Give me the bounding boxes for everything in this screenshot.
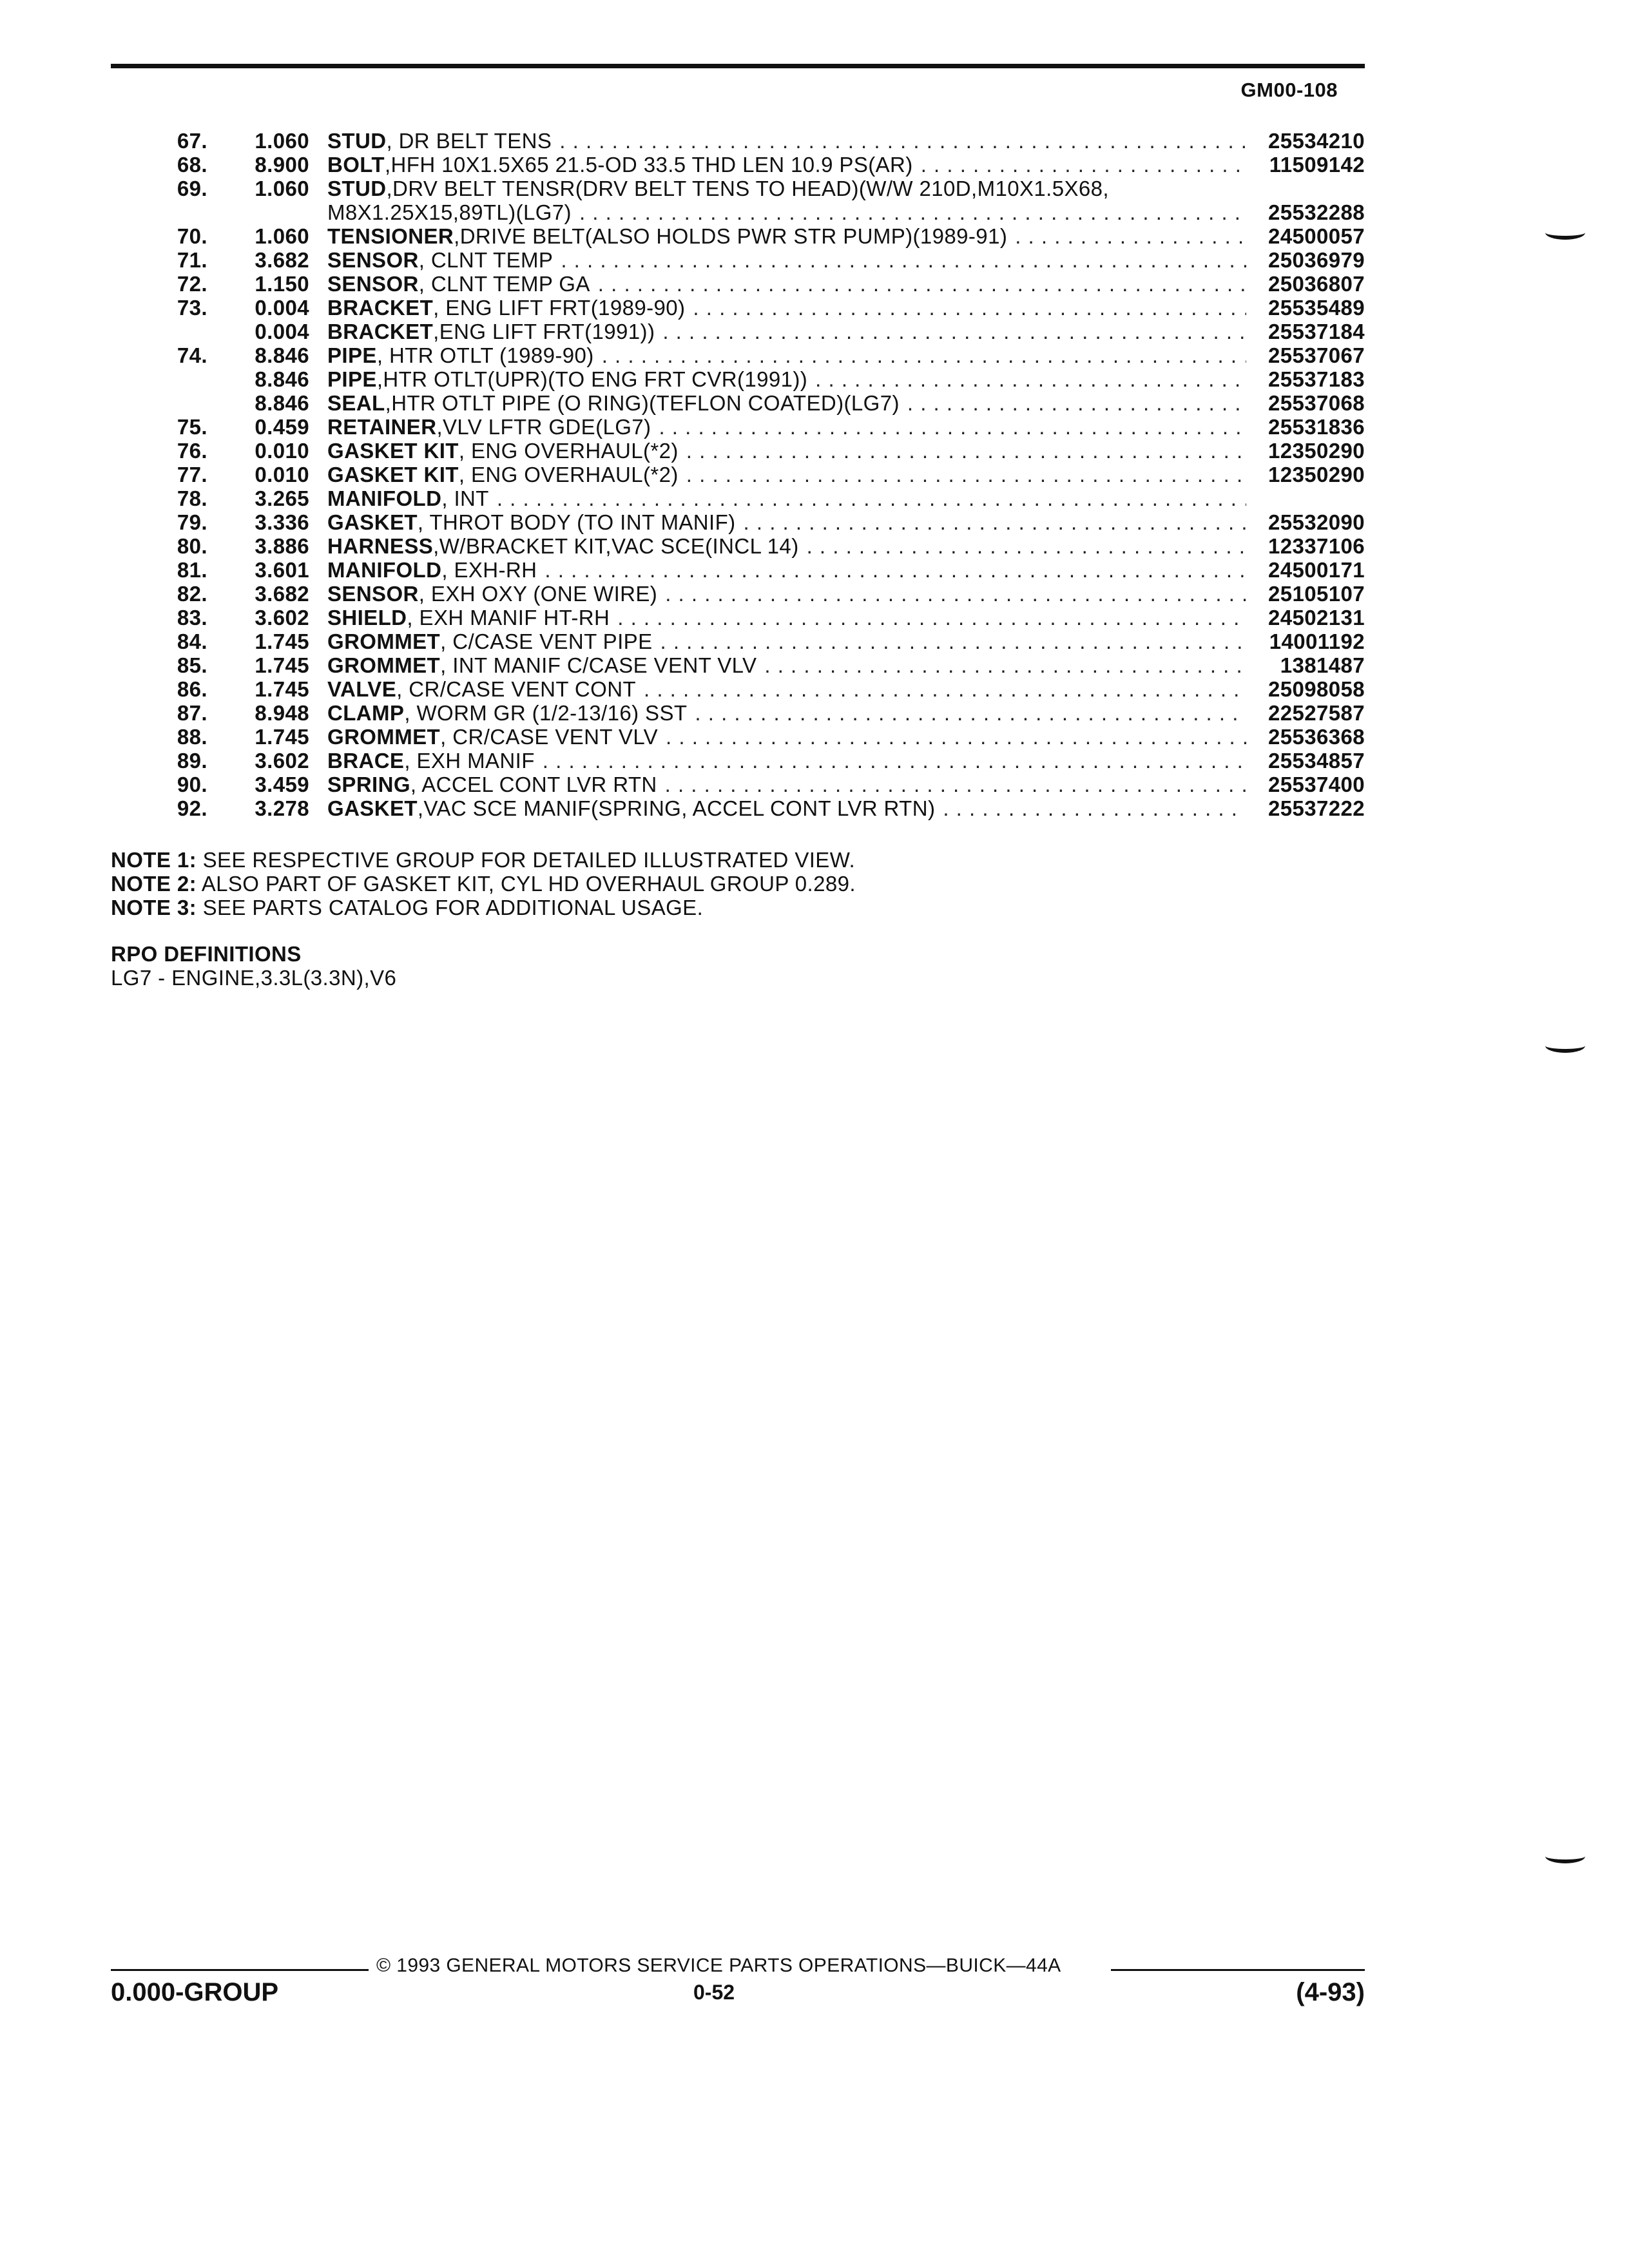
table-row <box>111 367 1365 391</box>
description <box>327 153 1251 177</box>
part-number <box>1251 177 1365 200</box>
part-name: STUD <box>327 129 387 153</box>
group-number: 3.336 <box>255 510 309 534</box>
description <box>327 367 1251 391</box>
part-name: PIPE <box>327 343 377 367</box>
part-name: BOLT <box>327 153 385 177</box>
table-row <box>111 773 1365 796</box>
group-number: 1.745 <box>255 629 309 653</box>
dot-leader <box>943 796 1246 820</box>
description-cell <box>309 486 1251 510</box>
table-row <box>111 796 1365 820</box>
group-number <box>207 200 309 224</box>
part-name: GASKET KIT <box>327 439 459 463</box>
description-cell <box>309 177 1251 200</box>
group-number: 1.745 <box>255 677 309 701</box>
part-description: , DR BELT TENS <box>386 129 552 153</box>
part-number: 11509142 <box>1269 153 1365 177</box>
group-number: 3.886 <box>255 534 309 558</box>
part-name: SENSOR <box>327 272 419 296</box>
part-number: 25535489 <box>1268 296 1365 320</box>
description <box>327 534 1251 558</box>
part-number: 25537400 <box>1268 773 1365 796</box>
part-name: SPRING <box>327 773 410 796</box>
item-number: 84. <box>177 629 207 653</box>
dot-leader <box>559 129 1246 153</box>
part-description: , EXH-RH <box>441 558 537 582</box>
part-description: , ENG OVERHAUL(*2) <box>458 463 679 486</box>
part-description: , ENG OVERHAUL(*2) <box>458 439 679 463</box>
description <box>327 296 1251 320</box>
part-name: GASKET <box>327 796 418 820</box>
item-number: 69. <box>177 177 207 200</box>
part-number: 24500057 <box>1268 224 1365 248</box>
description-cell <box>309 296 1251 320</box>
rpo-title: RPO DEFINITIONS <box>111 942 302 966</box>
group-number: 1.060 <box>255 177 309 200</box>
table-row <box>111 439 1365 463</box>
description-cell <box>309 582 1251 606</box>
dot-leader <box>497 486 1246 510</box>
part-name: RETAINER <box>327 415 437 439</box>
part-description: , CLNT TEMP <box>418 248 554 272</box>
top-rule <box>111 64 1365 68</box>
table-row <box>111 534 1365 558</box>
part-number: 24502131 <box>1268 606 1365 629</box>
part-name: GROMMET <box>327 629 441 653</box>
part-name: VALVE <box>327 677 397 701</box>
part-number: 14001192 <box>1269 629 1365 653</box>
part-name: SENSOR <box>327 248 419 272</box>
part-number: 25532288 <box>1268 200 1365 224</box>
group-number: 3.682 <box>255 582 309 606</box>
description-cell <box>309 534 1251 558</box>
table-row <box>111 463 1365 486</box>
table-row <box>111 558 1365 582</box>
table-row <box>111 629 1365 653</box>
part-number: 25036807 <box>1268 272 1365 296</box>
part-description: ,VLV LFTR GDE(LG7) <box>436 415 651 439</box>
table-row <box>111 248 1365 272</box>
footer-rule-left <box>111 1969 369 1971</box>
part-name: GROMMET <box>327 725 441 749</box>
dot-leader <box>644 677 1246 701</box>
description <box>327 582 1251 606</box>
description-cell <box>309 629 1251 653</box>
footer-page-number: 0-52 <box>693 1981 735 2004</box>
part-description: ,DRV BELT TENSR(DRV BELT TENS TO HEAD)(W/W 210D,M10X1.5X68, <box>386 177 1109 200</box>
table-row <box>111 153 1365 177</box>
part-description: , THROT BODY (TO INT MANIF) <box>417 510 736 534</box>
group-number: 8.948 <box>255 701 309 725</box>
table-row <box>111 391 1365 415</box>
item-number: 75. <box>177 415 207 439</box>
description <box>327 272 1251 296</box>
part-description: , EXH MANIF HT-RH <box>407 606 610 629</box>
footer-copyright: © 1993 GENERAL MOTORS SERVICE PARTS OPERATIONS—BUICK—44A <box>376 1955 1061 1976</box>
table-row <box>111 582 1365 606</box>
note-3 <box>111 896 856 919</box>
part-description: ,ENG LIFT FRT(1991)) <box>433 320 655 343</box>
description <box>327 558 1251 582</box>
item-number: 73. <box>177 296 207 320</box>
rpo-definitions <box>111 942 396 990</box>
description-cell <box>309 272 1251 296</box>
description <box>327 606 1251 629</box>
dot-leader <box>686 439 1246 463</box>
rpo-definition: LG7 - ENGINE,3.3L(3.3N),V6 <box>111 966 397 990</box>
description <box>327 177 1251 200</box>
binder-mark-icon <box>1545 1849 1585 1863</box>
description <box>327 486 1251 510</box>
description-cell <box>309 343 1251 367</box>
part-name: GASKET <box>327 510 418 534</box>
group-number: 1.745 <box>255 653 309 677</box>
part-description: M8X1.25X15,89TL)(LG7) <box>327 200 572 224</box>
table-row <box>111 129 1365 153</box>
part-name: MANIFOLD <box>327 486 442 510</box>
dot-leader <box>815 367 1246 391</box>
description-cell <box>309 725 1251 749</box>
part-number: 25537184 <box>1268 320 1365 343</box>
description-cell <box>309 606 1251 629</box>
part-name: SHIELD <box>327 606 407 629</box>
part-name: BRACE <box>327 749 405 773</box>
description <box>327 129 1251 153</box>
description <box>327 749 1251 773</box>
item-number: 82. <box>177 582 207 606</box>
table-row <box>111 725 1365 749</box>
item-number <box>111 200 207 224</box>
parts-table-body <box>111 129 1365 820</box>
part-number: 12350290 <box>1268 463 1365 486</box>
description-cell <box>309 391 1251 415</box>
part-number: 25531836 <box>1268 415 1365 439</box>
note-text: SEE RESPECTIVE GROUP FOR DETAILED ILLUSTRATED VIEW. <box>202 848 856 872</box>
part-description: , HTR OTLT (1989-90) <box>376 343 594 367</box>
part-description: , C/CASE VENT PIPE <box>440 629 653 653</box>
description <box>327 796 1251 820</box>
group-number: 3.601 <box>255 558 309 582</box>
group-number: 8.846 <box>255 367 309 391</box>
note-2 <box>111 872 856 896</box>
description <box>327 725 1251 749</box>
note-text: SEE PARTS CATALOG FOR ADDITIONAL USAGE. <box>202 896 704 919</box>
item-number: 78. <box>177 486 207 510</box>
description-cell <box>309 200 1251 224</box>
part-number <box>1251 486 1365 510</box>
description-cell <box>309 510 1251 534</box>
item-number: 83. <box>177 606 207 629</box>
part-name: BRACKET <box>327 320 434 343</box>
table-row <box>111 343 1365 367</box>
description <box>327 701 1251 725</box>
description-cell <box>309 224 1251 248</box>
part-name: PIPE <box>327 367 377 391</box>
table-row <box>111 272 1365 296</box>
group-number: 0.010 <box>255 463 309 486</box>
dot-leader <box>598 272 1246 296</box>
table-row <box>111 415 1365 439</box>
part-description: , ENG LIFT FRT(1989-90) <box>433 296 686 320</box>
group-number: 0.004 <box>255 296 309 320</box>
note-text: ALSO PART OF GASKET KIT, CYL HD OVERHAUL GROUP 0.289. <box>201 872 856 896</box>
dot-leader <box>1015 224 1246 248</box>
group-number: 0.010 <box>255 439 309 463</box>
part-description: , EXH MANIF <box>404 749 535 773</box>
table-row <box>111 486 1365 510</box>
item-number: 70. <box>177 224 207 248</box>
item-number <box>111 367 207 391</box>
item-number: 85. <box>177 653 207 677</box>
dot-leader <box>665 582 1246 606</box>
item-number: 67. <box>177 129 207 153</box>
item-number: 72. <box>177 272 207 296</box>
dot-leader <box>695 701 1246 725</box>
description <box>327 415 1251 439</box>
part-number: 25105107 <box>1268 582 1365 606</box>
dot-leader <box>921 153 1246 177</box>
part-number: 24500171 <box>1268 558 1365 582</box>
part-number: 25534857 <box>1268 749 1365 773</box>
description <box>327 200 1251 224</box>
description <box>327 224 1251 248</box>
part-number: 12350290 <box>1268 439 1365 463</box>
dot-leader <box>693 296 1246 320</box>
part-number: 25537222 <box>1268 796 1365 820</box>
part-number: 25098058 <box>1268 677 1365 701</box>
table-row <box>111 224 1365 248</box>
item-number: 81. <box>177 558 207 582</box>
part-name: HARNESS <box>327 534 434 558</box>
group-number: 1.060 <box>255 129 309 153</box>
item-number <box>111 320 207 343</box>
part-number: 25534210 <box>1268 129 1365 153</box>
table-row <box>111 749 1365 773</box>
description-cell <box>309 749 1251 773</box>
description-cell <box>309 248 1251 272</box>
table-row <box>111 510 1365 534</box>
description-cell <box>309 463 1251 486</box>
description-cell <box>309 701 1251 725</box>
dot-leader <box>764 653 1246 677</box>
item-number: 77. <box>177 463 207 486</box>
table-row <box>111 177 1365 200</box>
part-description: , CR/CASE VENT CONT <box>396 677 636 701</box>
item-number <box>111 391 207 415</box>
description <box>327 510 1251 534</box>
table-row <box>111 320 1365 343</box>
part-name: BRACKET <box>327 296 434 320</box>
part-description: ,DRIVE BELT(ALSO HOLDS PWR STR PUMP)(1989-91) <box>454 224 1008 248</box>
group-number: 1.060 <box>255 224 309 248</box>
item-number: 80. <box>177 534 207 558</box>
item-number: 68. <box>177 153 207 177</box>
dot-leader <box>807 534 1246 558</box>
item-number: 92. <box>177 796 207 820</box>
group-number: 3.265 <box>255 486 309 510</box>
part-description: , EXH OXY (ONE WIRE) <box>418 582 658 606</box>
table-row <box>111 701 1365 725</box>
description-cell <box>309 153 1251 177</box>
dot-leader <box>602 343 1246 367</box>
group-number: 8.846 <box>255 391 309 415</box>
description-cell <box>309 129 1251 153</box>
binder-mark-icon <box>1545 226 1585 240</box>
part-description: , WORM GR (1/2-13/16) SST <box>404 701 688 725</box>
item-number: 90. <box>177 773 207 796</box>
group-number: 3.602 <box>255 606 309 629</box>
part-description: ,HTR OTLT(UPR)(TO ENG FRT CVR(1991)) <box>376 367 808 391</box>
dot-leader <box>744 510 1246 534</box>
part-name: SEAL <box>327 391 385 415</box>
part-number: 22527587 <box>1268 701 1365 725</box>
item-number: 71. <box>177 248 207 272</box>
group-number: 0.459 <box>255 415 309 439</box>
part-name: SENSOR <box>327 582 419 606</box>
table-row <box>111 653 1365 677</box>
part-number: 25532090 <box>1268 510 1365 534</box>
notes-section <box>111 848 856 919</box>
item-number: 86. <box>177 677 207 701</box>
group-number: 1.745 <box>255 725 309 749</box>
dot-leader <box>659 415 1246 439</box>
item-number: 89. <box>177 749 207 773</box>
dot-leader <box>686 463 1246 486</box>
part-name: TENSIONER <box>327 224 454 248</box>
part-name: CLAMP <box>327 701 405 725</box>
binder-mark-icon <box>1545 1039 1585 1053</box>
part-description: , ACCEL CONT LVR RTN <box>410 773 657 796</box>
description <box>327 463 1251 486</box>
table-row <box>111 677 1365 701</box>
description <box>327 677 1251 701</box>
part-number: 25537068 <box>1268 391 1365 415</box>
description <box>327 320 1251 343</box>
footer-group: 0.000-GROUP <box>111 1978 279 2006</box>
part-name: STUD <box>327 177 387 200</box>
part-description: , INT MANIF C/CASE VENT VLV <box>440 653 757 677</box>
group-number: 0.004 <box>255 320 309 343</box>
item-number: 74. <box>177 343 207 367</box>
group-number: 1.150 <box>255 272 309 296</box>
dot-leader <box>579 200 1246 224</box>
description <box>327 439 1251 463</box>
description-cell <box>309 439 1251 463</box>
part-name: GROMMET <box>327 653 441 677</box>
note-label: NOTE 2: <box>111 872 197 896</box>
note-label: NOTE 1: <box>111 848 197 872</box>
group-number: 8.846 <box>255 343 309 367</box>
description-cell <box>309 773 1251 796</box>
description-cell <box>309 320 1251 343</box>
part-description: ,HTR OTLT PIPE (O RING)(TEFLON COATED)(LG7) <box>385 391 900 415</box>
part-description: , CR/CASE VENT VLV <box>440 725 659 749</box>
item-number: 76. <box>177 439 207 463</box>
part-number: 25536368 <box>1268 725 1365 749</box>
description <box>327 343 1251 367</box>
item-number: 88. <box>177 725 207 749</box>
group-number: 3.459 <box>255 773 309 796</box>
part-number: 25036979 <box>1268 248 1365 272</box>
description-cell <box>309 367 1251 391</box>
group-number: 3.602 <box>255 749 309 773</box>
description-cell <box>309 796 1251 820</box>
part-name: GASKET KIT <box>327 463 459 486</box>
page-footer <box>111 1955 1365 2006</box>
footer-rule-right <box>1111 1969 1365 1971</box>
footer-date: (4-93) <box>1296 1978 1365 2006</box>
part-description: ,HFH 10X1.5X65 21.5-OD 33.5 THD LEN 10.9 PS(AR) <box>384 153 913 177</box>
description <box>327 391 1251 415</box>
description-cell <box>309 653 1251 677</box>
part-number: 25537067 <box>1268 343 1365 367</box>
group-number: 3.682 <box>255 248 309 272</box>
description-cell <box>309 677 1251 701</box>
dot-leader <box>660 629 1246 653</box>
description <box>327 629 1251 653</box>
page-code: GM00-108 <box>1240 79 1338 101</box>
description <box>327 653 1251 677</box>
dot-leader <box>617 606 1246 629</box>
dot-leader <box>545 558 1246 582</box>
description <box>327 248 1251 272</box>
dot-leader <box>665 773 1246 796</box>
note-label: NOTE 3: <box>111 896 197 919</box>
part-name: MANIFOLD <box>327 558 442 582</box>
description-cell <box>309 415 1251 439</box>
table-row <box>111 200 1365 224</box>
part-description: , CLNT TEMP GA <box>418 272 590 296</box>
dot-leader <box>666 725 1246 749</box>
part-number: 12337106 <box>1268 534 1365 558</box>
part-description: ,VAC SCE MANIF(SPRING, ACCEL CONT LVR RTN) <box>417 796 936 820</box>
part-description: , INT <box>441 486 489 510</box>
part-number: 1381487 <box>1280 653 1365 677</box>
dot-leader <box>543 749 1246 773</box>
dot-leader <box>561 248 1246 272</box>
item-number: 87. <box>177 701 207 725</box>
description <box>327 773 1251 796</box>
group-number: 3.278 <box>255 796 309 820</box>
part-number: 25537183 <box>1268 367 1365 391</box>
description-cell <box>309 558 1251 582</box>
part-description: ,W/BRACKET KIT,VAC SCE(INCL 14) <box>433 534 799 558</box>
item-number: 79. <box>177 510 207 534</box>
parts-table <box>111 129 1365 820</box>
dot-leader <box>907 391 1246 415</box>
group-number: 8.900 <box>255 153 309 177</box>
table-row <box>111 296 1365 320</box>
note-1 <box>111 848 856 872</box>
dot-leader <box>662 320 1246 343</box>
table-row <box>111 606 1365 629</box>
